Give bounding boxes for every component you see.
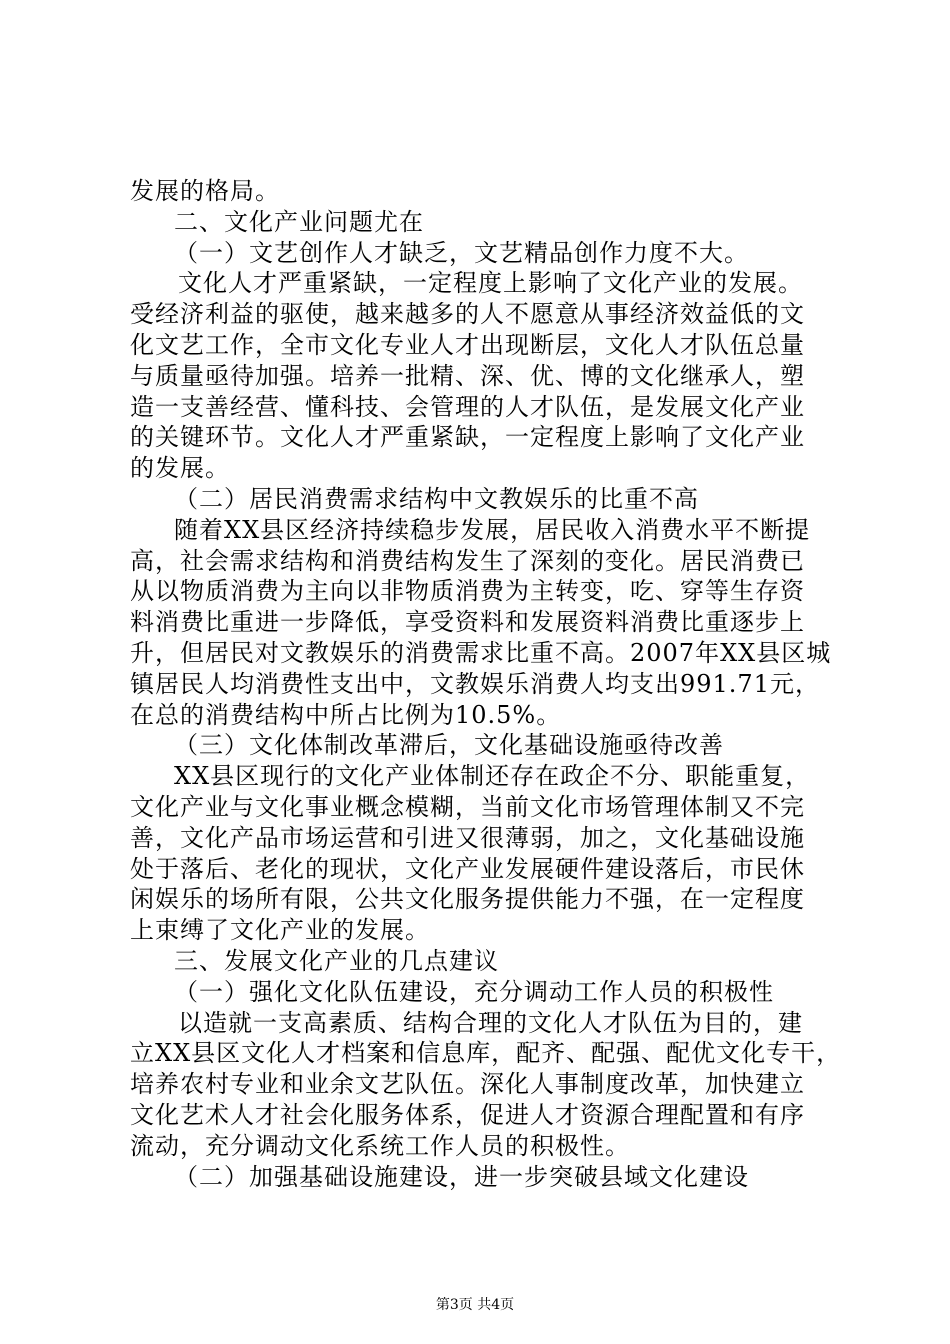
subsection-heading: （一）强化文化队伍建设，充分调动工作人员的积极性 [174,977,774,1006]
text-line: 闲娱乐的场所有限，公共文化服务提供能力不强，在一定程度 [130,885,805,914]
text-line: 从以物质消费为主向以非物质消费为主转变，吃、穿等生存资 [130,577,805,606]
text-line: 文化艺术人才社会化服务体系，促进人才资源合理配置和有序 [130,1100,805,1129]
subsection-heading: （一）文艺创作人才缺乏，文艺精品创作力度不大。 [174,238,749,267]
text-line: 文化产业与文化事业概念模糊，当前文化市场管理体制又不完 [130,792,805,821]
text-line: 化文艺工作，全市文化专业人才出现断层，文化人才队伍总量 [130,330,805,359]
paragraph-first-line: XX县区现行的文化产业体制还存在政企不分、职能重复， [174,762,811,791]
text-line: 的关键环节。文化人才严重紧缺，一定程度上影响了文化产业 [130,423,805,452]
subsection-heading: （二）居民消费需求结构中文教娱乐的比重不高 [174,484,699,513]
text-line: 上束缚了文化产业的发展。 [130,916,430,945]
text-line: 升，但居民对文教娱乐的消费需求比重不高。2007年XX县区城 [130,638,832,667]
paragraph-first-line: 以造就一支高素质、结构合理的文化人才队伍为目的，建 [178,1008,803,1037]
section-heading: 三、发展文化产业的几点建议 [174,946,499,975]
document-body [130,176,850,1192]
text-line: 培养农村专业和业余文艺队伍。深化人事制度改革，加快建立 [130,1070,805,1099]
paragraph-first-line: 随着XX县区经济持续稳步发展，居民收入消费水平不断提 [174,515,811,544]
text-line: 造一支善经营、懂科技、会管理的人才队伍，是发展文化产业 [130,392,805,421]
text-line: 立XX县区文化人才档案和信息库，配齐、配强、配优文化专干， [130,1039,842,1068]
text-line: 善，文化产品市场运营和引进又很薄弱，加之，文化基础设施 [130,823,805,852]
subsection-heading: （三）文化体制改革滞后，文化基础设施亟待改善 [174,731,724,760]
subsection-heading: （二）加强基础设施建设，进一步突破县域文化建设 [174,1162,749,1191]
text-line: 发展的格局。 [130,177,280,205]
text-line: 与质量亟待加强。培养一批精、深、优、博的文化继承人，塑 [130,361,805,390]
text-line: 处于落后、老化的现状，文化产业发展硬件建设落后，市民休 [130,854,805,883]
text-line: 高，社会需求结构和消费结构发生了深刻的变化。居民消费已 [130,546,805,575]
text-line: 镇居民人均消费性支出中，文教娱乐消费人均支出991.71元， [130,669,820,698]
paragraph-first-line: 文化人才严重紧缺，一定程度上影响了文化产业的发展。 [178,269,803,298]
page-number-label: 第3页 共4页 [435,1297,515,1313]
text-line: 流动，充分调动文化系统工作人员的积极性。 [130,1131,630,1160]
text-line: 的发展。 [130,454,230,483]
section-heading: 二、文化产业问题尤在 [174,207,424,236]
text-line: 在总的消费结构中所占比例为10.5%。 [130,700,562,729]
text-line: 料消费比重进一步降低，享受资料和发展资料消费比重逐步上 [130,608,805,637]
page-footer [0,1296,950,1314]
text-line: 受经济利益的驱使，越来越多的人不愿意从事经济效益低的文 [130,300,805,329]
